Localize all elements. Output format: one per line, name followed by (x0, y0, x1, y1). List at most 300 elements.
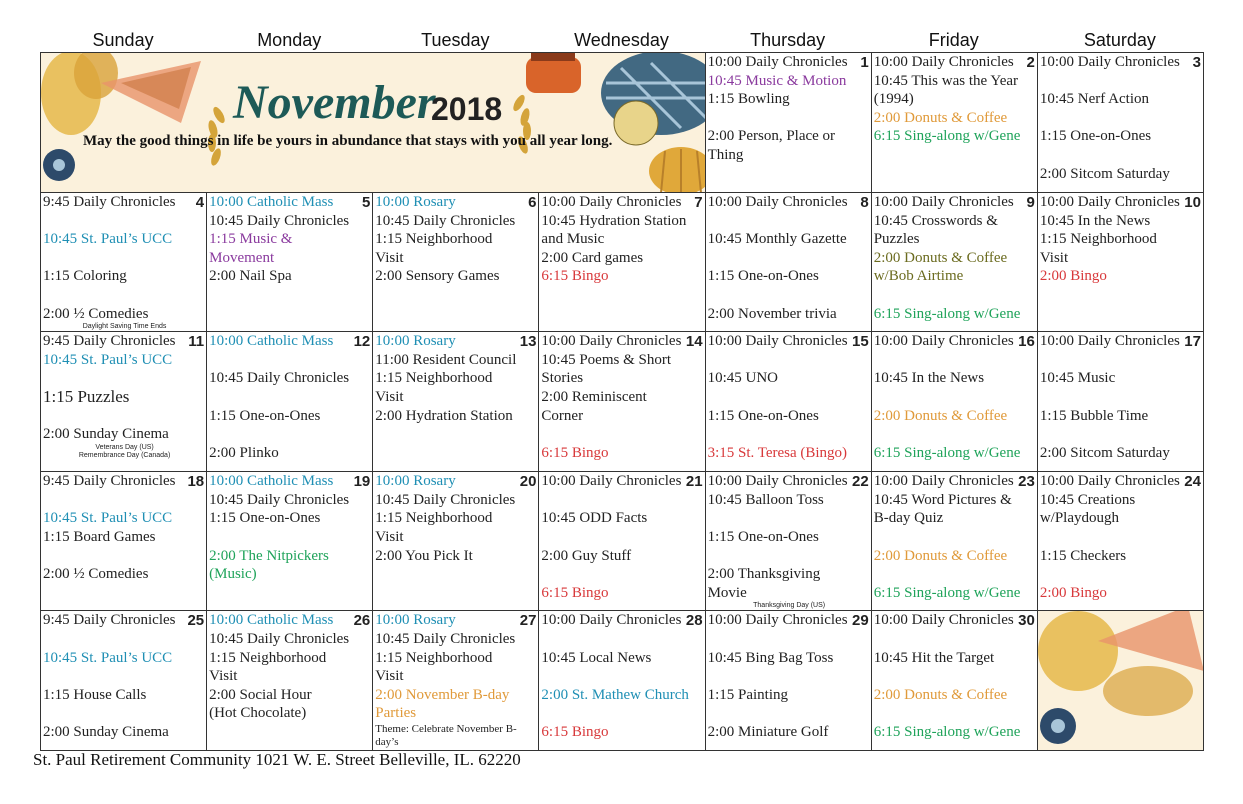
event-item: 6:15 Sing-along w/Gene (873, 305, 1021, 322)
event-item: Visit (375, 668, 404, 685)
calendar-grid (40, 52, 1204, 751)
day-cell (705, 332, 871, 472)
week-row (41, 472, 1204, 611)
date-number: 26 (353, 612, 371, 630)
spacer (43, 667, 206, 686)
spacer (43, 704, 206, 723)
day-cell-content (706, 193, 871, 323)
day-header-sunday: Sunday (92, 30, 154, 50)
day-cell-content (872, 53, 1037, 146)
day-cell-content (373, 193, 538, 286)
date-number: 25 (187, 612, 205, 630)
event-item: 10:45 Poems & Short (541, 351, 672, 368)
day-cell (41, 193, 207, 332)
event-item: 1:15 Bowling (707, 91, 790, 108)
spacer (541, 704, 704, 723)
spacer (874, 565, 1037, 584)
day-cell-content (539, 611, 704, 741)
event-item: 2:00 Bingo (1039, 584, 1107, 601)
event-item: Thing (707, 146, 744, 163)
event-item: 1:15 Painting (707, 686, 788, 703)
day-cell (871, 472, 1037, 611)
corner-illustration (1037, 611, 1203, 751)
spacer (708, 630, 871, 649)
spacer (708, 547, 871, 566)
event-item: 2:00 Sitcom Saturday (1039, 444, 1170, 461)
date-number: 27 (519, 612, 537, 630)
spacer (1040, 351, 1203, 370)
event-item: 1:15 One-on-Ones (1039, 128, 1152, 145)
day-cell (373, 332, 539, 472)
day-cell-content (1038, 332, 1203, 462)
event-item: 2:00 St. Mathew Church (541, 686, 689, 703)
day-header-friday: Friday (928, 30, 979, 50)
spacer (874, 286, 1037, 305)
event-item: 2:00 Donuts & Coffee (873, 249, 1008, 266)
spacer (708, 286, 871, 305)
event-item: 2:00 November trivia (707, 305, 837, 322)
year-title: 2018 (431, 91, 503, 127)
spacer (708, 388, 871, 407)
day-cell (705, 53, 871, 193)
event-item: 10:00 Daily Chronicles (707, 54, 848, 70)
date-number: 19 (353, 473, 371, 491)
event-item: 2:00 Person, Place or (707, 128, 836, 145)
spacer (1040, 528, 1203, 547)
event-item: 10:00 Rosary (375, 612, 456, 629)
week-row (41, 53, 1204, 193)
event-item: 6:15 Bingo (541, 723, 609, 740)
month-banner (41, 53, 706, 193)
event-item: 9:45 Daily Chronicles (43, 194, 176, 210)
event-item: 10:00 Daily Chronicles (1039, 473, 1180, 490)
day-cell-content (207, 193, 372, 286)
date-number: 21 (685, 473, 703, 491)
event-item: 10:00 Daily Chronicles (541, 333, 682, 350)
event-item: 2:00 Hydration Station (375, 407, 513, 424)
date-number: 3 (1192, 54, 1201, 71)
spacer (1040, 146, 1203, 165)
event-item: 2:00 ½ Comedies (43, 305, 149, 322)
day-cell (207, 332, 373, 472)
day-cell-content (207, 472, 372, 584)
event-item: 1:15 One-on-Ones (707, 528, 819, 545)
event-item: 10:00 Rosary (375, 473, 456, 490)
event-item: 10:45 Monthly Gazette (707, 231, 847, 248)
date-number: 20 (519, 473, 537, 491)
week-row (41, 332, 1204, 472)
day-header-thursday: Thursday (750, 30, 826, 50)
day-cell (41, 611, 207, 751)
event-item: 10:45 Local News (541, 649, 652, 666)
event-item: 1:15 Neighborhood (375, 510, 493, 527)
date-number: 10 (1184, 194, 1201, 211)
event-item: 10:00 Daily Chronicles (541, 612, 682, 629)
date-number: 4 (195, 194, 205, 211)
day-cell (1037, 193, 1203, 332)
event-item: 1:15 One-on-Ones (707, 407, 819, 424)
event-item: 10:45 Daily Chronicles (209, 491, 350, 508)
event-item: 2:00 Nail Spa (209, 268, 292, 285)
event-item: 10:45 This was the Year (873, 72, 1019, 89)
event-item: 2:00 Donuts & Coffee (873, 407, 1008, 424)
event-item: (1994) (873, 91, 914, 108)
date-number: 30 (1018, 612, 1035, 630)
day-cell (705, 611, 871, 751)
event-item: 1:15 Neighborhood (375, 649, 493, 666)
spacer (708, 667, 871, 686)
event-item: 10:45 Daily Chronicles (209, 212, 350, 229)
day-header-row (40, 30, 1203, 52)
event-item: 10:45 Nerf Action (1039, 91, 1149, 108)
holiday-note: Remembrance Day (Canada) (78, 451, 171, 459)
spacer (541, 491, 704, 510)
event-item: 10:45 In the News (1039, 212, 1151, 229)
event-item: 2:00 Social Hour (209, 686, 312, 703)
day-cell (1037, 472, 1203, 611)
event-item: 2:00 Donuts & Coffee (873, 686, 1008, 703)
event-item: 11:00 Resident Council (375, 351, 517, 368)
date-number: 23 (1018, 473, 1035, 491)
date-number: 17 (1184, 333, 1201, 351)
event-item: 1:15 Bubble Time (1039, 407, 1149, 424)
event-item: 1:15 Neighborhood (1039, 231, 1157, 248)
event-item: 9:45 Daily Chronicles (43, 612, 176, 629)
spacer (874, 630, 1037, 649)
spacer (43, 369, 206, 388)
day-cell (871, 193, 1037, 332)
event-item: 1:15 Neighborhood (375, 231, 493, 248)
day-cell (207, 472, 373, 611)
date-number: 11 (188, 333, 205, 351)
day-cell-content (41, 611, 206, 741)
day-cell (539, 193, 705, 332)
event-item: 6:15 Sing-along w/Gene (873, 444, 1021, 461)
date-number: 14 (685, 333, 703, 351)
spacer (209, 388, 372, 407)
event-item: 9:45 Daily Chronicles (43, 473, 176, 490)
event-item: 2:00 Miniature Golf (707, 723, 829, 740)
event-item: 10:45 St. Paul’s UCC (43, 231, 173, 248)
day-cell (705, 193, 871, 332)
date-number: 12 (353, 333, 371, 351)
day-header-monday: Monday (257, 30, 322, 50)
date-number: 16 (1018, 333, 1035, 351)
event-item: 2:00 You Pick It (375, 547, 473, 564)
event-item: 10:45 Hit the Target (873, 649, 995, 666)
event-item: 10:45 ODD Facts (541, 510, 648, 527)
event-item: Puzzles (873, 231, 920, 248)
event-item: Stories (541, 370, 584, 387)
event-item: Visit (375, 388, 404, 405)
event-item: 1:15 House Calls (43, 686, 147, 703)
day-cell-content (706, 611, 871, 741)
day-cell (41, 332, 207, 472)
spacer (209, 425, 372, 444)
week-row (41, 611, 1204, 751)
spacer (541, 425, 704, 444)
holiday-note: Veterans Day (US) (95, 443, 154, 451)
event-item: 10:45 Daily Chronicles (209, 370, 350, 387)
event-item: 2:00 Sitcom Saturday (1039, 165, 1170, 182)
event-item: 10:00 Catholic Mass (209, 473, 334, 490)
spacer (708, 351, 871, 370)
event-item: 10:00 Daily Chronicles (707, 194, 848, 210)
apple-icon (614, 101, 658, 145)
day-cell-content (872, 611, 1037, 741)
date-number: 18 (187, 473, 205, 491)
day-cell-content (706, 53, 871, 165)
event-item: 6:15 Bingo (541, 584, 609, 601)
day-header-saturday: Saturday (1083, 30, 1156, 50)
date-number: 22 (852, 473, 869, 491)
event-item: 10:00 Rosary (375, 194, 456, 210)
event-item: Visit (375, 528, 404, 545)
spacer (874, 667, 1037, 686)
event-item: 2:00 Reminiscent (541, 388, 647, 405)
spacer (43, 212, 206, 231)
spacer (541, 667, 704, 686)
event-item: 2:00 Sunday Cinema (43, 426, 169, 443)
day-cell (373, 472, 539, 611)
event-item: 10:45 Daily Chronicles (209, 630, 350, 647)
event-item: 10:00 Daily Chronicles (873, 612, 1014, 629)
day-cell (1037, 332, 1203, 472)
event-item: 1:15 Checkers (1039, 547, 1127, 564)
day-cell (871, 332, 1037, 472)
event-item: Movie (707, 584, 747, 601)
day-cell-content (41, 332, 206, 460)
day-cell-content (706, 472, 871, 610)
event-item: 6:15 Bingo (541, 268, 609, 285)
event-item: 9:45 Daily Chronicles (43, 333, 176, 350)
date-number: 15 (852, 333, 869, 351)
spacer (541, 630, 704, 649)
event-item: 2:00 Plinko (209, 444, 279, 461)
event-item: Visit (209, 668, 238, 685)
spacer (708, 109, 871, 128)
day-cell-content (872, 193, 1037, 323)
event-item: 10:00 Daily Chronicles (873, 333, 1014, 350)
date-number: 13 (519, 333, 537, 351)
event-item: 6:15 Sing-along w/Gene (873, 128, 1021, 145)
spacer (874, 351, 1037, 370)
spacer (708, 212, 871, 231)
day-cell-content (539, 472, 704, 602)
event-item: 10:00 Daily Chronicles (707, 612, 848, 629)
event-item: 10:45 Music & Motion (707, 72, 847, 89)
day-cell-content (1038, 193, 1203, 286)
event-item: 2:00 Thanksgiving (707, 566, 821, 583)
day-cell-content (1038, 53, 1203, 183)
day-cell (373, 193, 539, 332)
event-item: 10:45 St. Paul’s UCC (43, 510, 173, 527)
wheat-sheaf-left-icon (41, 53, 201, 135)
event-item: Parties (375, 705, 417, 722)
banner-art (41, 53, 705, 192)
event-item: 10:00 Daily Chronicles (873, 54, 1014, 70)
spacer (1040, 72, 1203, 91)
spacer (209, 528, 372, 547)
event-item: 2:00 Card games (541, 249, 644, 266)
day-cell (871, 53, 1037, 193)
theme-note: Theme: Celebrate November B-day’s (375, 722, 517, 748)
event-item: 1:15 One-on-Ones (209, 407, 321, 424)
harvest-corner-icon (1038, 611, 1204, 751)
event-item: 10:45 Crosswords & (873, 212, 998, 229)
event-item: 2:00 November B-day (375, 686, 510, 703)
spacer (43, 249, 206, 268)
event-item: 10:00 Daily Chronicles (707, 473, 848, 490)
event-item: 10:45 In the News (873, 370, 985, 387)
date-number: 1 (860, 54, 869, 71)
event-item: 1:15 One-on-Ones (209, 510, 321, 527)
day-cell-content (373, 472, 538, 565)
spacer (43, 547, 206, 566)
date-number: 2 (1026, 54, 1035, 71)
month-title: November (233, 76, 436, 129)
event-item: 10:00 Catholic Mass (209, 333, 334, 350)
event-item: 2:00 Guy Stuff (541, 547, 632, 564)
pumpkin-icon (649, 147, 705, 192)
flower-left-icon (43, 149, 75, 181)
spacer (874, 425, 1037, 444)
day-cell-content (41, 193, 206, 331)
event-item: 10:45 St. Paul’s UCC (43, 351, 173, 368)
spacer (209, 351, 372, 370)
week-row (41, 193, 1204, 332)
day-cell (705, 472, 871, 611)
spacer (874, 528, 1037, 547)
event-item: 10:00 Daily Chronicles (873, 473, 1014, 490)
event-item: 1:15 Music & (209, 231, 293, 248)
event-item: B-day Quiz (873, 510, 944, 527)
date-number: 8 (860, 194, 869, 211)
event-item: Corner (541, 407, 584, 424)
event-item: 1:15 Neighborhood (209, 649, 327, 666)
event-item: 1:15 Puzzles (43, 386, 130, 406)
day-cell (373, 611, 539, 751)
event-item: 10:45 Bing Bag Toss (707, 649, 834, 666)
event-item: 10:45 Balloon Toss (707, 491, 824, 508)
event-item: 10:00 Catholic Mass (209, 194, 334, 210)
day-cell (207, 193, 373, 332)
spacer (43, 491, 206, 510)
date-number: 24 (1184, 473, 1201, 491)
event-item: Visit (1039, 249, 1069, 266)
day-cell (539, 472, 705, 611)
event-item: 3:15 St. Teresa (Bingo) (707, 444, 848, 461)
event-item: 2:00 The Nitpickers (209, 547, 329, 564)
day-cell (1037, 53, 1203, 193)
day-header-tuesday: Tuesday (421, 30, 490, 50)
event-item: 10:45 Word Pictures & (873, 491, 1012, 508)
event-item: 10:00 Daily Chronicles (541, 473, 682, 490)
day-cell-content (872, 472, 1037, 602)
event-item: (Music) (209, 566, 257, 583)
event-item: 10:00 Daily Chronicles (873, 194, 1014, 210)
event-item: 10:00 Daily Chronicles (707, 333, 848, 350)
event-item: 2:00 Donuts & Coffee (873, 547, 1008, 564)
day-header-wednesday: Wednesday (574, 30, 669, 50)
day-cell (539, 611, 705, 751)
spacer (1040, 425, 1203, 444)
day-cell (41, 472, 207, 611)
spacer (43, 630, 206, 649)
event-item: 10:45 Daily Chronicles (375, 491, 516, 508)
event-item: 10:00 Rosary (375, 333, 456, 350)
spacer (708, 425, 871, 444)
event-item: 6:15 Sing-along w/Gene (873, 723, 1021, 740)
holiday-note: Thanksgiving Day (US) (753, 602, 826, 610)
spacer (43, 286, 206, 305)
event-item: 6:15 Bingo (541, 444, 609, 461)
event-item: Visit (375, 249, 404, 266)
day-cell-content (1038, 472, 1203, 602)
event-item: 10:45 Creations (1039, 491, 1136, 508)
spacer (541, 565, 704, 584)
day-cell-content (41, 472, 206, 584)
day-cell-content (373, 611, 538, 749)
date-number: 5 (361, 194, 371, 211)
event-item: 10:45 Daily Chronicles (375, 630, 516, 647)
spacer (708, 249, 871, 268)
event-item: 1:15 Neighborhood (375, 370, 493, 387)
spacer (1040, 109, 1203, 128)
event-item: 10:45 UNO (707, 370, 778, 387)
day-cell-content (539, 193, 704, 286)
spacer (541, 528, 704, 547)
event-item: 2:00 ½ Comedies (43, 566, 149, 583)
day-cell (871, 611, 1037, 751)
spacer (874, 704, 1037, 723)
event-item: w/Playdough (1039, 510, 1120, 527)
day-cell-content (872, 332, 1037, 462)
day-cell-content (539, 332, 704, 462)
day-cell (539, 332, 705, 472)
event-item: 6:15 Sing-along w/Gene (873, 584, 1021, 601)
event-item: 10:45 Music (1039, 370, 1116, 387)
tagline: May the good things in life be yours in abundance that stays with you all year long. (83, 133, 613, 149)
event-item: 10:45 St. Paul’s UCC (43, 649, 173, 666)
event-item: w/Bob Airtime (873, 268, 964, 285)
day-cell-content (706, 332, 871, 462)
day-cell-content (373, 332, 538, 425)
event-item: 2:00 Sensory Games (375, 268, 500, 285)
spacer (1040, 565, 1203, 584)
event-item: 2:00 Donuts & Coffee (873, 109, 1008, 126)
event-item: 10:00 Daily Chronicles (1039, 54, 1180, 70)
event-item: 10:45 Daily Chronicles (375, 212, 516, 229)
date-number: 28 (685, 612, 703, 630)
day-cell-content (207, 332, 372, 462)
spacer (1040, 388, 1203, 407)
event-item: 1:15 Board Games (43, 528, 156, 545)
event-item: Movement (209, 249, 275, 266)
event-item: 2:00 Bingo (1039, 268, 1107, 285)
spacer (708, 509, 871, 528)
event-item: and Music (541, 231, 605, 248)
event-item: 1:15 Coloring (43, 268, 127, 285)
event-item: 10:00 Catholic Mass (209, 612, 334, 629)
event-item: 2:00 Sunday Cinema (43, 723, 169, 740)
event-item: 10:00 Daily Chronicles (1039, 333, 1180, 350)
spacer (43, 407, 206, 426)
jar-icon (526, 53, 581, 93)
day-cell-content (207, 611, 372, 723)
holiday-note: Daylight Saving Time Ends (82, 323, 167, 331)
footer-address: St. Paul Retirement Community 1021 W. E. Street Belleville, IL. 62220 (33, 750, 521, 769)
